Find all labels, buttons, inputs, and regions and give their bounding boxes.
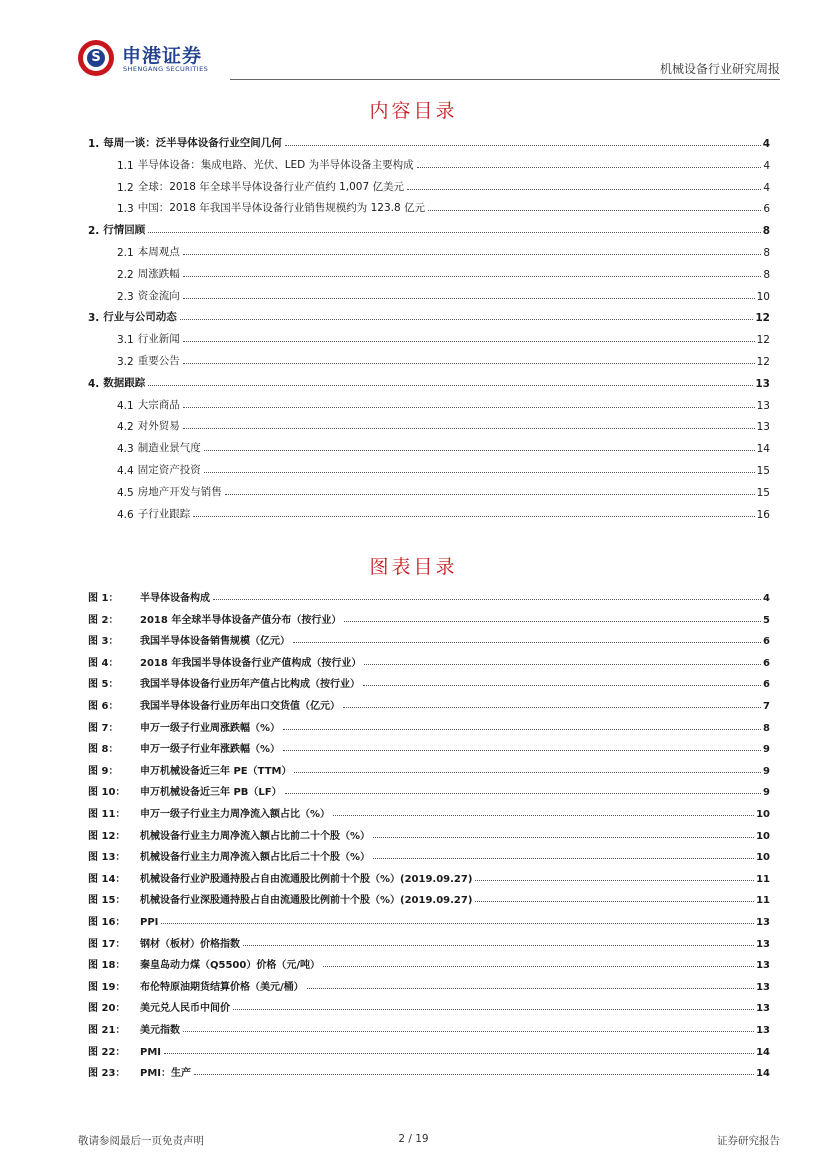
dot-leader — [323, 966, 754, 967]
brand-name-cn: 申港证券 — [122, 45, 203, 67]
entry-page: 13 — [756, 421, 770, 434]
dot-leader — [225, 494, 755, 495]
toc-entry[interactable] — [117, 501, 770, 521]
entry-page: 10 — [756, 852, 770, 864]
entry-page: 5 — [763, 614, 770, 626]
entry-page: 8 — [762, 225, 770, 238]
figure-entry[interactable] — [88, 1016, 770, 1036]
dot-leader — [148, 385, 753, 386]
dot-leader — [373, 858, 754, 859]
figure-entry[interactable] — [88, 606, 770, 626]
report-type: 机械设备行业研究周报 — [659, 62, 780, 76]
entry-number: 图 14： — [88, 873, 126, 885]
figure-entry[interactable] — [88, 843, 770, 863]
toc-entry[interactable] — [117, 152, 770, 172]
entry-number: 图 12： — [88, 830, 126, 842]
entry-number: 图 13： — [88, 852, 126, 864]
entry-page: 11 — [756, 895, 770, 907]
figure-entry[interactable] — [88, 886, 770, 906]
figure-entry[interactable] — [88, 757, 770, 777]
entry-page: 14 — [756, 1046, 770, 1058]
entry-title: 行情回顾 — [103, 224, 146, 237]
dot-leader — [183, 1031, 754, 1032]
entry-title: 机械设备行业主力周净流入额占比后二十个股（%） — [140, 852, 371, 864]
dot-leader — [183, 428, 755, 429]
entry-number: 图 17： — [88, 938, 126, 950]
entry-title: 钢材（板材）价格指数 — [140, 938, 240, 950]
dot-leader — [183, 341, 755, 342]
toc-entry[interactable] — [117, 195, 770, 215]
entry-title: PMI — [140, 1046, 162, 1058]
entry-title: 周涨跌幅 — [137, 267, 180, 280]
entry-title: 申万一级子行业主力周净流入额占比（%） — [140, 809, 331, 820]
entry-title: 美元兑人民币中间价 — [140, 1003, 230, 1015]
entry-title: 申万一级子行业周涨跌幅（%） — [140, 722, 281, 734]
entry-title: 申万机械设备近三年 PE（TTM） — [140, 765, 292, 777]
entry-number: 4.1 — [117, 399, 134, 412]
entry-number: 图 15： — [88, 895, 126, 907]
toc-title: 内容目录 — [369, 100, 458, 122]
toc-entry[interactable] — [117, 348, 770, 368]
entry-page: 13 — [756, 960, 770, 972]
dot-leader — [193, 516, 754, 517]
entry-page: 6 — [763, 657, 770, 669]
figure-entry[interactable] — [88, 692, 770, 712]
dot-leader — [183, 298, 755, 299]
toc-entry[interactable] — [117, 261, 770, 281]
entry-title: 布伦特原油期货结算价格（美元/桶） — [140, 981, 304, 993]
toc-entry[interactable] — [117, 392, 770, 412]
figure-entry[interactable] — [88, 930, 770, 950]
dot-leader — [407, 189, 761, 190]
figure-entry[interactable] — [88, 973, 770, 993]
footer-disclaimer: 敬请参阅最后一页免责声明 — [78, 1135, 204, 1147]
dot-leader — [183, 254, 762, 255]
entry-title: 资金流向 — [137, 289, 180, 302]
toc-entry[interactable] — [88, 217, 770, 237]
entry-title: 秦皇岛动力煤（Q5500）价格（元/吨） — [140, 960, 320, 972]
entry-number: 4.3 — [117, 443, 134, 456]
entry-title: 美元指数 — [140, 1025, 180, 1036]
dot-leader — [183, 363, 755, 364]
figure-entry[interactable] — [88, 951, 770, 971]
entry-page: 9 — [763, 765, 770, 777]
figure-entry[interactable] — [88, 1038, 770, 1058]
entry-page: 16 — [756, 508, 770, 521]
entry-page: 8 — [763, 722, 770, 734]
entry-page: 9 — [763, 744, 770, 756]
entry-page: 6 — [763, 679, 770, 691]
entry-number: 图 18： — [88, 960, 126, 972]
entry-page: 13 — [756, 917, 770, 928]
toc-entry[interactable] — [117, 326, 770, 346]
entry-number: 图 11： — [88, 809, 126, 820]
entry-page: 13 — [756, 1003, 770, 1015]
dot-leader — [148, 232, 760, 233]
entry-page: 12 — [755, 312, 770, 325]
entry-number: 2.2 — [117, 268, 134, 281]
dot-leader — [363, 685, 761, 686]
entry-number: 图 3： — [88, 636, 119, 648]
dot-leader — [364, 664, 761, 665]
figure-entry[interactable] — [88, 627, 770, 647]
entry-number: 3.2 — [117, 356, 134, 368]
dot-leader — [417, 167, 762, 168]
toc-entry[interactable] — [117, 239, 770, 259]
dot-leader — [183, 407, 755, 408]
entry-page: 9 — [763, 787, 770, 799]
dot-leader — [233, 1009, 754, 1010]
entry-number: 1.1 — [117, 159, 134, 172]
dot-leader — [204, 450, 755, 451]
figure-entry[interactable] — [88, 865, 770, 885]
entry-number: 图 1： — [88, 593, 119, 604]
toc-entry[interactable] — [117, 435, 770, 455]
entry-number: 1.2 — [117, 181, 134, 194]
entry-page: 4 — [763, 593, 770, 604]
entry-title: 机械设备行业深股通持股占自由流通股比例前十个股（%）(2019.09.27) — [140, 895, 473, 907]
entry-page: 12 — [756, 334, 770, 347]
header-divider — [230, 79, 780, 80]
figure-entry[interactable] — [88, 1059, 770, 1079]
toc-entry[interactable] — [117, 174, 770, 194]
entry-title: 我国半导体设备销售规模（亿元） — [140, 636, 290, 648]
entry-title: 我国半导体设备行业历年出口交货值（亿元） — [140, 701, 340, 712]
entry-page: 8 — [763, 247, 770, 259]
dot-leader — [428, 210, 761, 211]
dot-leader — [307, 988, 754, 989]
entry-page: 8 — [763, 268, 770, 281]
toc-entry[interactable] — [88, 370, 770, 390]
entry-page: 6 — [763, 636, 770, 648]
entry-title: 重要公告 — [137, 355, 180, 367]
entry-title: 半导体设备：集成电路、光伏、LED 为半导体设备主要构成 — [137, 158, 414, 171]
dot-leader — [283, 729, 761, 730]
dot-leader — [293, 642, 761, 643]
dot-leader — [475, 880, 754, 881]
entry-title: 2018 年我国半导体设备行业产值构成（按行业） — [140, 657, 362, 669]
entry-title: 数据跟踪 — [103, 376, 146, 389]
entry-page: 7 — [763, 701, 770, 712]
entry-title: 子行业跟踪 — [137, 507, 191, 520]
entry-page: 13 — [756, 399, 770, 412]
figure-entry[interactable] — [88, 670, 770, 690]
entry-page: 14 — [756, 1068, 770, 1080]
dot-leader — [194, 1074, 754, 1075]
entry-title: 全球：2018 年全球半导体设备行业产值约 1,007 亿美元 — [137, 180, 404, 193]
entry-number: 图 4： — [88, 657, 119, 669]
dot-leader — [285, 145, 761, 146]
toc-entry[interactable] — [117, 413, 770, 433]
dot-leader — [180, 319, 754, 320]
entry-number: 4.4 — [117, 465, 134, 477]
entry-number: 3. — [88, 312, 100, 325]
entry-number: 4.2 — [117, 421, 134, 434]
entry-number: 图 6： — [88, 701, 119, 712]
entry-title: 对外贸易 — [137, 420, 180, 433]
entry-number: 3.1 — [117, 334, 134, 347]
dot-leader — [283, 750, 761, 751]
figure-entry[interactable] — [88, 994, 770, 1014]
page-number: 2 / 19 — [398, 1133, 429, 1145]
entry-title: 每周一谈：泛半导体设备行业空间几何 — [103, 137, 282, 149]
dot-leader — [161, 923, 754, 924]
dot-leader — [475, 901, 754, 902]
toc-entry[interactable] — [117, 479, 770, 499]
dot-leader — [294, 772, 761, 773]
logo-emblem-glyph: S — [91, 50, 101, 65]
entry-number: 图 19： — [88, 981, 126, 993]
figure-entry[interactable] — [88, 714, 770, 734]
entry-page: 4 — [763, 181, 770, 194]
entry-page: 10 — [756, 809, 770, 820]
entry-title: 半导体设备构成 — [140, 593, 210, 604]
entry-number: 图 20： — [88, 1003, 126, 1015]
entry-title: 本周观点 — [137, 246, 180, 258]
entry-number: 4. — [88, 377, 100, 390]
figure-entry[interactable] — [88, 584, 770, 604]
entry-number: 图 21： — [88, 1025, 126, 1036]
entry-page: 13 — [755, 377, 770, 390]
page-header — [78, 38, 780, 80]
entry-title: 行业与公司动态 — [103, 311, 177, 324]
dot-leader — [343, 707, 761, 708]
entry-title: 机械设备行业主力周净流入额占比前二十个股（%） — [140, 830, 371, 842]
company-logo — [78, 40, 228, 76]
entry-page: 13 — [756, 938, 770, 950]
figure-entry[interactable] — [88, 735, 770, 755]
entry-title: PMI：生产 — [140, 1068, 192, 1080]
entry-page: 12 — [756, 356, 770, 368]
entry-number: 图 16： — [88, 917, 126, 928]
brand-name-en: SHENGANG SECURITIES — [123, 65, 209, 73]
entry-number: 图 2： — [88, 614, 119, 626]
figure-entry[interactable] — [88, 908, 770, 928]
entry-page: 10 — [756, 290, 770, 303]
entry-number: 图 22： — [88, 1046, 126, 1058]
dot-leader — [373, 837, 754, 838]
figures-title: 图表目录 — [369, 556, 458, 578]
entry-title: PPI — [140, 917, 159, 928]
entry-page: 4 — [763, 159, 770, 172]
figure-entry[interactable] — [88, 649, 770, 669]
entry-title: 申万机械设备近三年 PB（LF） — [140, 787, 282, 799]
entry-number: 图 5： — [88, 679, 119, 691]
figure-entry[interactable] — [88, 800, 770, 820]
logo-emblem-icon — [78, 40, 114, 76]
entry-title: 我国半导体设备行业历年产值占比构成（按行业） — [140, 679, 360, 691]
entry-page: 4 — [762, 138, 770, 150]
entry-page: 13 — [756, 1025, 770, 1036]
dot-leader — [344, 621, 761, 622]
entry-title: 房地产开发与销售 — [137, 485, 222, 498]
toc-entry[interactable] — [117, 283, 770, 303]
dot-leader — [183, 276, 762, 277]
dot-leader — [243, 945, 754, 946]
entry-number: 4.6 — [117, 508, 134, 521]
entry-title: 申万一级子行业年涨跌幅（%） — [140, 744, 281, 756]
entry-page: 13 — [756, 981, 770, 993]
entry-title: 大宗商品 — [137, 398, 180, 411]
entry-page: 15 — [756, 486, 770, 499]
dot-leader — [333, 815, 754, 816]
entry-title: 中国：2018 年我国半导体设备行业销售规模约为 123.8 亿元 — [137, 202, 425, 215]
entry-number: 图 10： — [88, 787, 126, 799]
entry-page: 6 — [763, 203, 770, 216]
entry-page: 15 — [756, 465, 770, 477]
entry-number: 图 9： — [88, 765, 119, 777]
toc-entry[interactable] — [88, 304, 770, 324]
footer-doc-type: 证券研究报告 — [717, 1135, 780, 1147]
entry-number: 4.5 — [117, 486, 134, 499]
toc-entry[interactable] — [117, 457, 770, 477]
entry-title: 固定资产投资 — [137, 464, 201, 476]
entry-page: 11 — [756, 873, 770, 885]
entry-number: 1.3 — [117, 203, 134, 216]
entry-number: 图 23： — [88, 1068, 126, 1080]
figure-entry[interactable] — [88, 822, 770, 842]
figure-entry[interactable] — [88, 778, 770, 798]
dot-leader — [285, 793, 761, 794]
entry-title: 2018 年全球半导体设备产值分布（按行业） — [140, 614, 342, 626]
entry-number: 图 7： — [88, 722, 119, 734]
entry-title: 制造业景气度 — [137, 442, 201, 455]
entry-number: 2. — [88, 225, 100, 238]
toc-entry[interactable] — [88, 130, 770, 150]
entry-number: 2.1 — [117, 247, 134, 259]
dot-leader — [213, 599, 761, 600]
entry-number: 1. — [88, 138, 100, 150]
entry-title: 机械设备行业沪股通持股占自由流通股比例前十个股（%）(2019.09.27) — [140, 873, 473, 885]
dot-leader — [204, 472, 755, 473]
dot-leader — [164, 1053, 754, 1054]
entry-number: 图 8： — [88, 744, 119, 756]
entry-title: 行业新闻 — [137, 333, 180, 346]
entry-page: 10 — [756, 830, 770, 842]
entry-number: 2.3 — [117, 290, 134, 303]
entry-page: 14 — [756, 443, 770, 456]
